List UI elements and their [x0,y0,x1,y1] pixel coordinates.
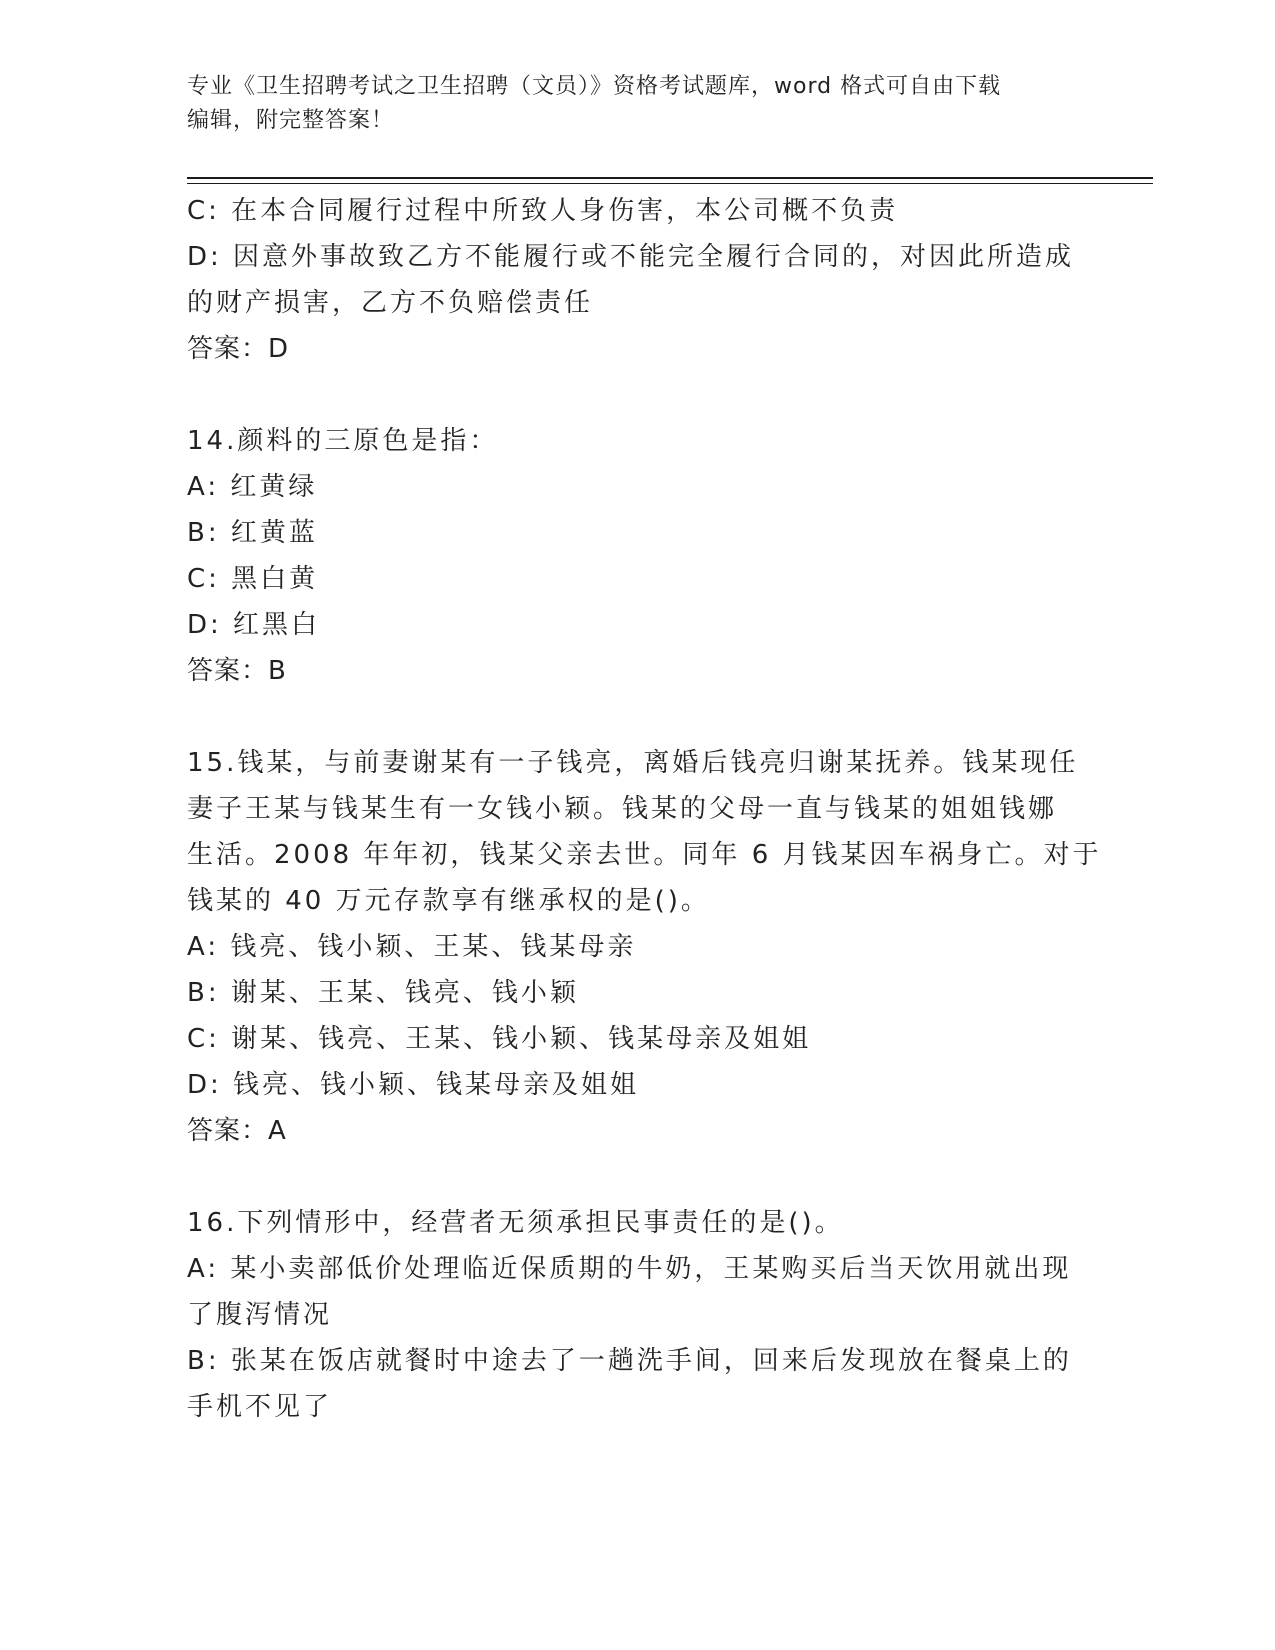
q15-option-c: C: 谢某、钱亮、王某、钱小颖、钱某母亲及姐姐 [187,1024,812,1054]
q14-option-a: A: 红黄绿 [187,472,318,502]
q16-option-b-line-1: B: 张某在饭店就餐时中途去了一趟洗手间，回来后发现放在餐桌上的 [187,1346,1072,1376]
q15-option-b: B: 谢某、王某、钱亮、钱小颖 [187,978,579,1008]
question-16-block [187,1200,1087,1430]
question-15-block [187,740,1102,1154]
q15-answer: 答案：A [187,1116,287,1146]
q16-question: 16.下列情形中，经营者无须承担民事责任的是()。 [187,1208,844,1238]
q14-answer: 答案：B [187,656,287,686]
header-line-2: 编辑，附完整答案！ [187,108,395,133]
header-line-1: 专业《卫生招聘考试之卫生招聘（文员）》资格考试题库，word 格式可自由下载 [187,74,1002,99]
q15-question-line-3: 生活。2008 年年初，钱某父亲去世。同年 6 月钱某因车祸身亡。对于 [187,840,1102,870]
question-13-block [187,188,1087,372]
header-divider-thick [187,177,1153,179]
q16-option-a-line-1: A: 某小卖部低价处理临近保质期的牛奶，王某购买后当天饮用就出现 [187,1254,1072,1284]
q14-option-c: C: 黑白黄 [187,564,319,594]
q15-question-line-2: 妻子王某与钱某生有一女钱小颖。钱某的父母一直与钱某的姐姐钱娜 [187,794,1058,824]
q15-option-d: D: 钱亮、钱小颖、钱某母亲及姐姐 [187,1070,640,1100]
header-divider-thin [187,183,1153,184]
q13-option-d-line-2: 的财产损害，乙方不负赔偿责任 [187,288,594,318]
q13-option-c: C: 在本合同履行过程中所致人身伤害，本公司概不负责 [187,196,899,226]
q16-option-b-line-2: 手机不见了 [187,1392,333,1422]
q14-question: 14.颜料的三原色是指： [187,426,499,456]
q13-answer: 答案：D [187,334,290,364]
q15-question-line-1: 15.钱某，与前妻谢某有一子钱亮，离婚后钱亮归谢某抚养。钱某现任 [187,748,1079,778]
q14-option-d: D: 红黑白 [187,610,321,640]
spacer [187,372,1087,418]
q16-option-a-line-2: 了腹泻情况 [187,1300,333,1330]
question-content [187,188,1102,1430]
question-14-block [187,418,1087,694]
document-header [187,70,1067,138]
q14-option-b: B: 红黄蓝 [187,518,318,548]
q15-option-a: A: 钱亮、钱小颖、王某、钱某母亲 [187,932,637,962]
spacer [187,694,1087,740]
q13-option-d-line-1: D: 因意外事故致乙方不能履行或不能完全履行合同的，对因此所造成 [187,242,1075,272]
spacer [187,1154,1087,1200]
q15-question-line-4: 钱某的 40 万元存款享有继承权的是()。 [187,886,710,916]
